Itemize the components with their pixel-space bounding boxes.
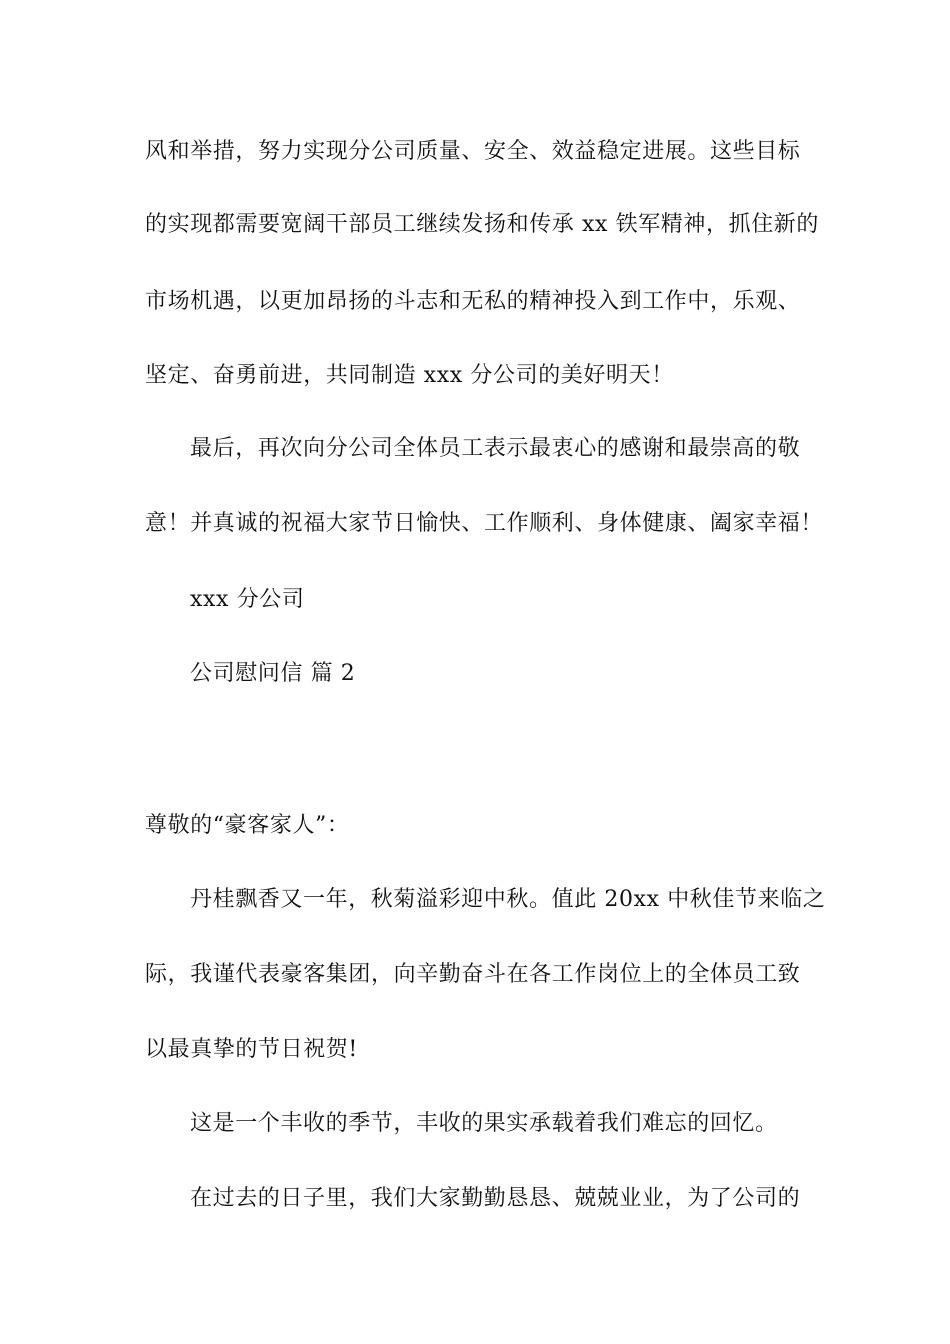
- salutation: 尊敬的“豪客家人”：: [145, 813, 350, 838]
- paragraph-line: 风和举措，努力实现分公司质量、安全、效益稳定进展。这些目标: [145, 139, 801, 164]
- paragraph-line: 际，我谨代表豪客集团，向辛勤奋斗在各工作岗位上的全体员工致: [145, 962, 801, 987]
- paragraph-line: 意！并真诚的祝福大家节日愉快、工作顺利、身体健康、阖家幸福！: [145, 511, 824, 536]
- paragraph-line: 的实现都需要宽阔干部员工继续发扬和传承 xx 铁军精神，抓住新的: [145, 212, 820, 237]
- paragraph-line: 坚定、奋勇前进，共同制造 xxx 分公司的美好明天！: [145, 363, 674, 388]
- paragraph-line: 最后，再次向分公司全体员工表示最衷心的感谢和最崇高的敬: [190, 436, 801, 461]
- paragraph-line: 市场机遇，以更加昂扬的斗志和无私的精神投入到工作中，乐观、: [145, 289, 801, 314]
- paragraph-line: 在过去的日子里，我们大家勤勤恳恳、兢兢业业，为了公司的: [190, 1186, 801, 1211]
- paragraph-line: 丹桂飘香又一年，秋菊溢彩迎中秋。值此 20xx 中秋佳节来临之: [190, 887, 826, 912]
- signature-line: xxx 分公司: [190, 587, 305, 612]
- paragraph-line: 这是一个丰收的季节，丰收的果实承载着我们难忘的回忆。: [190, 1111, 778, 1136]
- paragraph-line: 以最真挚的节日祝贺!: [145, 1037, 358, 1062]
- section-heading: 公司慰问信 篇 2: [190, 661, 356, 686]
